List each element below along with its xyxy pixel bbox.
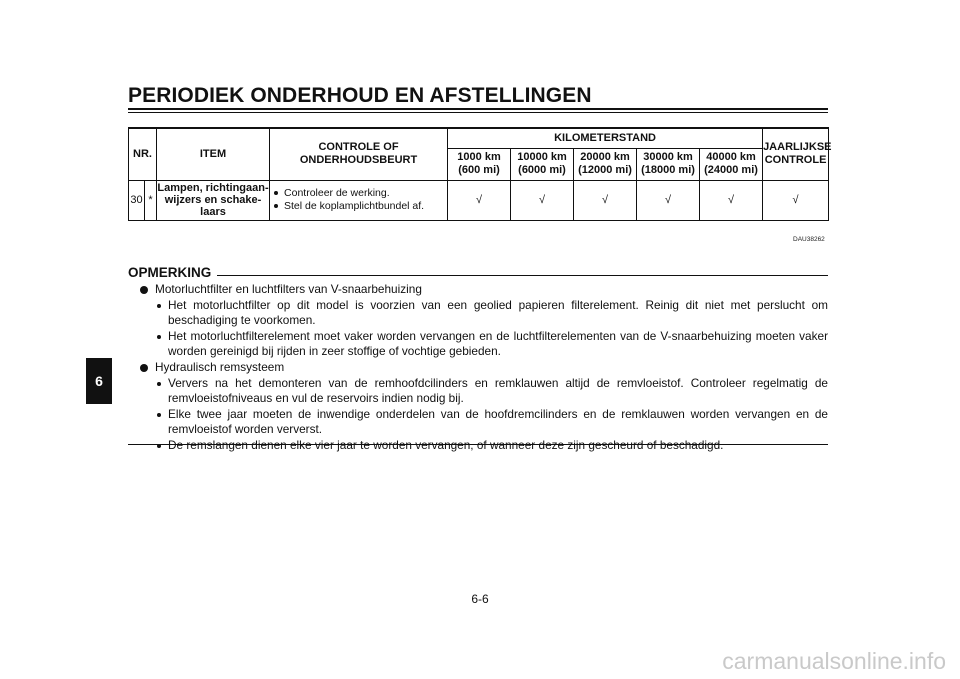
header-km-1: 1000 km (600 mi) (448, 148, 511, 180)
note-item: Elke twee jaar moeten de inwendige onderdelen van de hoofdremcilinders en de remklauwen worden vervangen en de remvloeistof worden ververst. (138, 407, 828, 438)
check-mark: √ (511, 180, 574, 220)
bullet-icon (157, 335, 161, 339)
note-section: Motorluchtfilter en luchtfilters van V-snaarbehuizing (138, 282, 828, 298)
note-item (138, 438, 828, 454)
bullet-icon (274, 191, 278, 195)
document-code: DAU38262 (793, 236, 825, 243)
check-mark: √ (763, 180, 829, 220)
maintenance-table (128, 127, 832, 221)
header-km-5: 40000 km (24000 mi) (700, 148, 763, 180)
page-number: 6-6 (471, 592, 489, 606)
bullet-icon (157, 304, 161, 308)
note-end-rule (128, 444, 828, 445)
note-item: Het motorluchtfilterelement moet vaker worden vervangen en de luchtfilterelementen van de V-snaarbehuizing moeten vaker worden gereinigd bij rijden in zeer stoffige of vochtige gebieden. (138, 329, 828, 360)
header-km-2: 10000 km (6000 mi) (511, 148, 574, 180)
chapter-tab: 6 (86, 358, 112, 404)
header-km-3: 20000 km (12000 mi) (574, 148, 637, 180)
page-title: PERIODIEK ONDERHOUD EN AFSTELLINGEN (128, 84, 592, 107)
check-mark: √ (448, 180, 511, 220)
row-item: Lampen, richtingaan- wijzers en schake- laars (157, 182, 269, 218)
check-mark: √ (700, 180, 763, 220)
bullet-icon (157, 382, 161, 386)
note-section: Hydraulisch remsysteem (138, 360, 828, 376)
bullet-icon (140, 364, 148, 372)
row-nr: 30 (129, 180, 145, 220)
note-item: Ververs na het demonteren van de remhoofdcilinders en remklauwen altijd de remvloeistof. Controleer regelmatig de remvloeistofniveaus en vul de reservoirs indien nodig bij. (138, 376, 828, 407)
row-checks: Controleer de werking. Stel de koplamplichtbundel af. (270, 180, 448, 220)
check-mark: √ (637, 180, 700, 220)
table-row (129, 180, 829, 220)
note-rule (217, 275, 828, 276)
header-annual: JAARLIJKSE CONTROLE (763, 128, 829, 180)
bullet-icon (274, 204, 278, 208)
header-item: ITEM (157, 128, 270, 180)
title-rule-thin (128, 112, 828, 113)
header-km-4: 30000 km (18000 mi) (637, 148, 700, 180)
bullet-icon (157, 413, 161, 417)
header-odometer: KILOMETERSTAND (448, 128, 763, 148)
watermark: carmanualsonline.info (722, 648, 946, 674)
check-mark: √ (574, 180, 637, 220)
header-control: CONTROLE OF ONDERHOUDSBEURT (270, 128, 448, 180)
note-body (138, 282, 828, 454)
header-nr: NR. (129, 128, 157, 180)
row-star: * (145, 180, 157, 220)
note-heading: OPMERKING (128, 265, 212, 280)
title-rule-thick (128, 108, 828, 110)
bullet-icon (140, 286, 148, 294)
note-item: Het motorluchtfilter op dit model is voorzien van een geolied papieren filterelement. Reinig dit niet met perslucht om beschadiging te voorkomen. (138, 298, 828, 329)
